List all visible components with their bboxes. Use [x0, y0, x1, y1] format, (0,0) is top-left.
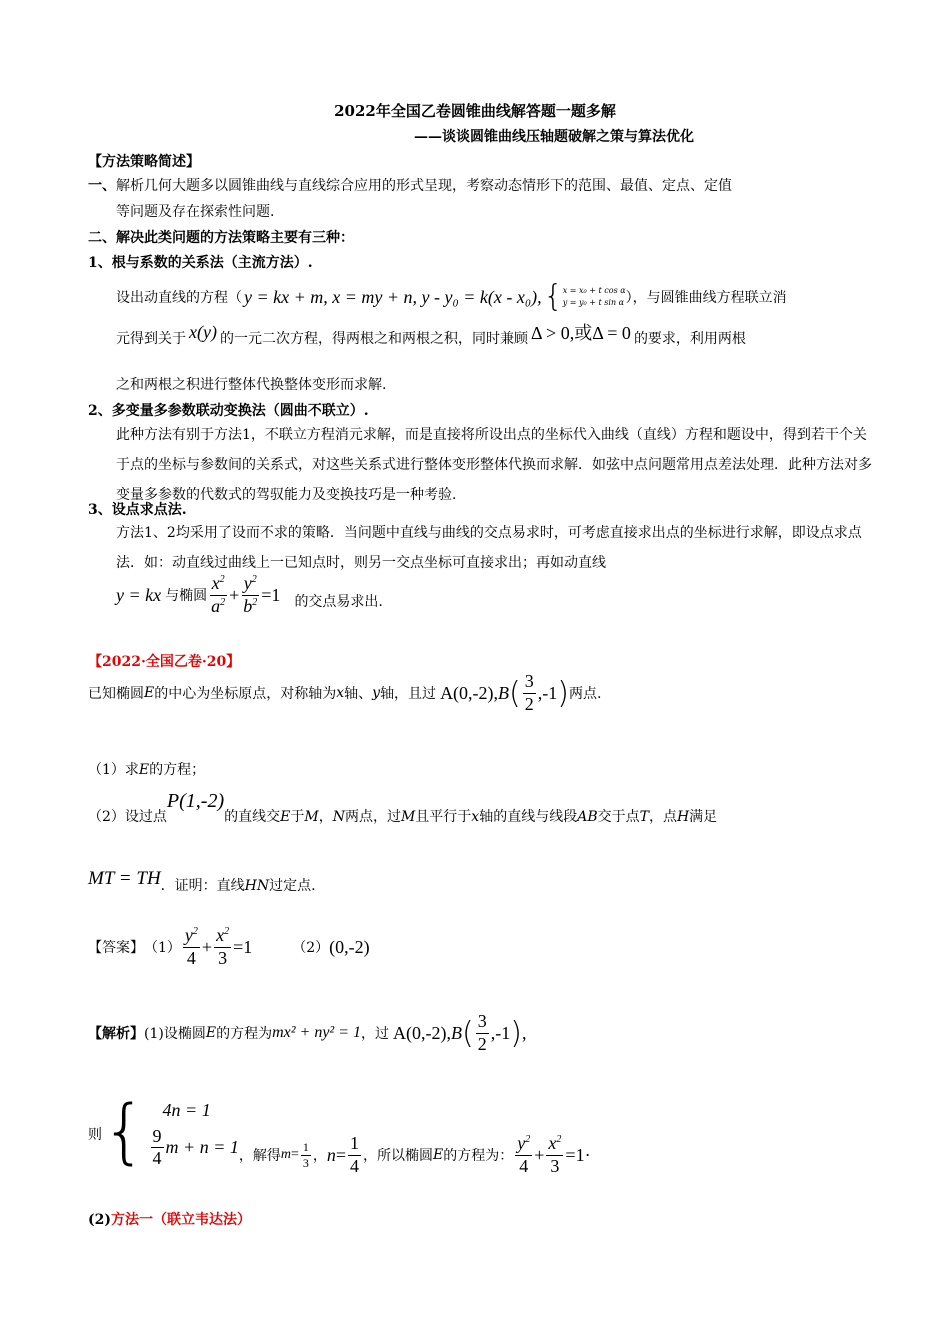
text: 与椭圆 — [165, 588, 208, 605]
question-1: （1）求E的方程； — [88, 762, 206, 778]
page-subtitle: ——谈谈圆锥曲线压轴题破解之策与算法优化 — [414, 129, 694, 145]
point-A: A(0,-2), — [440, 682, 499, 703]
point-1-cont: 等问题及存在探索性问题. — [116, 204, 275, 220]
answer-part-2: （2） — [292, 940, 330, 957]
method-3-text: 方法1、2均采用了设而不求的策略．当问题中直线与曲线的交点易求时，可考虑直接求出点的坐标进行求解，即设点求点法．如：动直线过曲线上一已知点时，则另一交点坐标可直接求出；再如动直线 — [116, 525, 862, 571]
text: 轴、 — [344, 686, 373, 703]
var-E: E — [144, 685, 155, 702]
line-equations: y = kx + m, x = my + n, y - y₀ = k(x - x₀), — [244, 286, 542, 307]
question-2: （2）设过点 P(1,-2) 的直线交E于M，N两点，过M且平行于x轴的直线与线段AB交于点T，点H满足 — [88, 790, 718, 825]
point-1-text: 解析几何大题多以圆锥曲线与直线综合应用的形式呈现，考察动态情形下的范围、最值、定点、定值 — [116, 178, 732, 194]
point-2: 二、解决此类问题的方法策略主要有三种： — [88, 230, 354, 246]
problem-tag: 【2022·全国乙卷·20】 — [88, 654, 241, 670]
mt-eq-th: MT = TH — [88, 868, 161, 889]
param-equation-x: x = x₀ + t cos α — [562, 286, 626, 295]
answer: 【答案】 （1） $\frac{y^2}{4}$ + $\frac{x^2}{3}$ =1 （2） (0,-2) — [88, 925, 370, 968]
line-equation: y = kx — [116, 584, 162, 605]
analysis-line1: 【解析】 (1)设椭圆 E 的方程为 mx² + ny² = 1 ，过 A(0,-2), B ( $\frac{3}{2}$ ,-1 ) , — [88, 1011, 527, 1054]
fraction-x2-a2: $\frac{x^2}{a^2}$ — [211, 573, 226, 616]
answer-tag: 【答案】 — [88, 940, 144, 957]
var-x: x — [336, 685, 345, 702]
system-brace: { — [102, 1090, 147, 1173]
analysis-line2: 则 { 4n = 1 $\frac{9}{4}$ m + n = 1 ，解得 m = $\frac{1}{3}$ ， n = $\frac{1}{4}$ ，所以椭圆 E 的方程为： $\frac{y^2}{4}$ + $\frac{x^2}{3}$ =1· — [88, 1090, 591, 1176]
fraction-x2-3: $\frac{x^2}{3}$ — [216, 925, 230, 968]
fraction-y2-4: $\frac{y^2}{4}$ — [184, 925, 198, 968]
analysis-tag: 【解析】 — [88, 1026, 144, 1043]
answer-point: (0,-2) — [329, 936, 370, 957]
point-1-label: 一、 — [88, 178, 116, 194]
brace: { — [543, 279, 563, 314]
point-B-x: $\frac{3}{2}$ — [524, 671, 534, 714]
system-eq-1: 4n = 1 — [162, 1099, 211, 1120]
method-3-line-last: y = kx 与椭圆 $\frac{x^2}{a^2}$ + $\frac{y^2}{b^2}$ =1 的交点易求出. — [116, 573, 383, 616]
var-y: y — [372, 685, 381, 702]
text: 的要求，利用两根 — [633, 331, 746, 347]
method-1-heading: 1、根与系数的关系法（主流方法）. — [88, 255, 313, 271]
text: 的中心为坐标原点，对称轴为 — [154, 686, 337, 703]
point-1 — [88, 175, 732, 195]
method-1-line1 — [116, 279, 787, 314]
text: 元得到关于 — [116, 331, 186, 347]
method-3-heading: 3、设点求点法. — [88, 502, 187, 518]
text: 的交点易求出. — [294, 594, 383, 611]
method-1-line3: 之和两根之积进行整体代换整体变形而求解. — [116, 377, 387, 393]
text: 两点. — [568, 686, 602, 703]
param-equation-y: y = y₀ + t sin α — [562, 298, 625, 307]
problem-statement: 已知椭圆 E 的中心为坐标原点，对称轴为 x 轴、 y 轴，且过 A(0,-2), B ( $\frac{3}{2}$ ,-1 ) 两点. — [88, 671, 602, 714]
text: 轴，且过 — [380, 686, 437, 703]
text: 设出动直线的方程（ — [116, 290, 242, 306]
system-eq-2: $\frac{9}{4}$ m + n = 1 — [152, 1125, 239, 1169]
text: 的一元二次方程，得两根之和两根之积，同时兼顾 — [219, 331, 528, 347]
question-2-cont: MT = TH ．证明：直线HN过定点. — [88, 868, 316, 894]
math-xy: x(y) — [189, 321, 217, 342]
method-2-heading: 2、多变量多参数联动变换法（圆曲不联立）. — [88, 403, 369, 419]
text: 已知椭圆 — [88, 686, 144, 703]
method-1-line2 — [116, 321, 746, 351]
ellipse-general-eq: mx² + ny² = 1 — [272, 1024, 362, 1042]
text: ），与圆锥曲线方程联立消 — [625, 290, 787, 306]
delta-condition: Δ > 0,或Δ = 0 — [530, 323, 631, 343]
method-one-heading: (2)方法一（联立韦达法） — [88, 1212, 251, 1228]
section-heading: 【方法策略简述】 — [88, 154, 200, 170]
fraction-y2-b2: $\frac{y^2}{b^2}$ — [243, 573, 258, 616]
point-P: P(1,-2) — [166, 790, 225, 812]
point-B-y: ,-1 — [537, 682, 558, 703]
solution-n: $\frac{1}{4}$ — [350, 1133, 360, 1176]
method-2-text: 此种方法有别于方法1，不联立方程消元求解，而是直接将所设出点的坐标代入曲线（直线）方程和题设中，得到若干个关于点的坐标与参数间的关系式，对这些关系式进行整体变形整体代换而求解．如弦中点问题常用点差法处理．此种方法对多变量多参数的代数式的驾驭能力及变换技巧是一种考验. — [116, 427, 872, 503]
answer-part-1: （1） — [144, 940, 181, 957]
page-title: 2022年全国乙卷圆锥曲线解答题一题多解 — [334, 102, 616, 120]
solution-m: $\frac{1}{3}$ — [302, 1139, 309, 1170]
